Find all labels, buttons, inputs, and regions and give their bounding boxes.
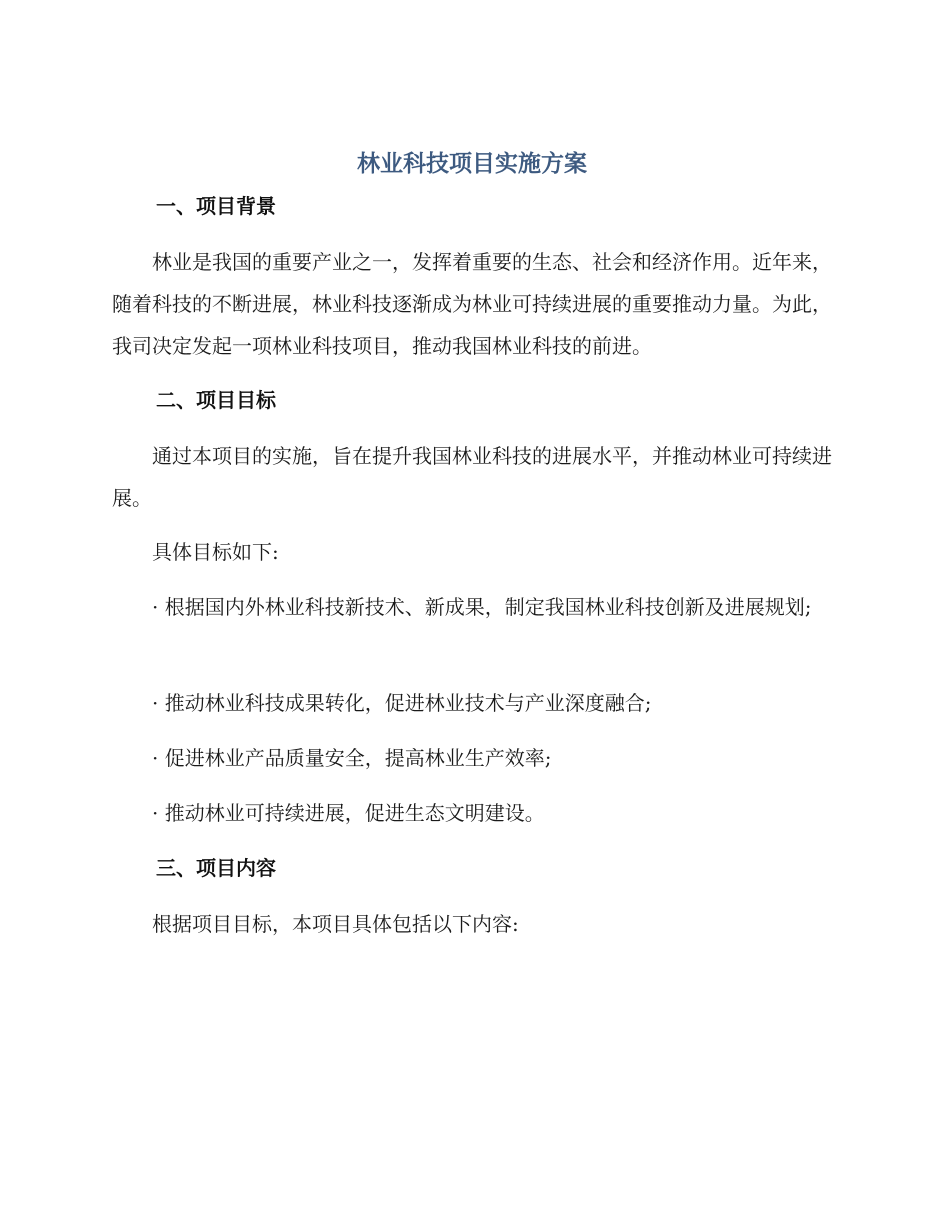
goal-list-item: · 推动林业可持续进展，促进生态文明建设。 — [152, 801, 545, 825]
goal-list-item: · 推动林业科技成果转化，促进林业技术与产业深度融合; — [152, 691, 652, 715]
section-heading-goals: 二、项目目标 — [156, 388, 276, 412]
section-heading-background: 一、项目背景 — [156, 194, 276, 218]
section-heading-content: 三、项目内容 — [156, 856, 276, 880]
paragraph-content-intro: 根据项目目标，本项目具体包括以下内容: — [152, 912, 519, 936]
document-title: 林业科技项目实施方案 — [357, 151, 587, 177]
goal-list-item: · 促进林业产品质量安全，提高林业生产效率; — [152, 746, 552, 770]
paragraph-goals-list-intro: 具体目标如下: — [152, 540, 279, 564]
goal-list-item: · 根据国内外林业科技新技术、新成果，制定我国林业科技创新及进展规划; — [152, 595, 812, 619]
paragraph-background: 林业是我国的重要产业之一，发挥着重要的生态、社会和经济作用。近年来，随着科技的不断进展，林业科技逐渐成为林业可持续进展的重要推动力量。为此，我司决定发起一项林业科技项目，推动我国林业科技的前进。 — [112, 250, 832, 358]
paragraph-goals-intro: 通过本项目的实施，旨在提升我国林业科技的进展水平，并推动林业可持续进展。 — [112, 444, 832, 510]
